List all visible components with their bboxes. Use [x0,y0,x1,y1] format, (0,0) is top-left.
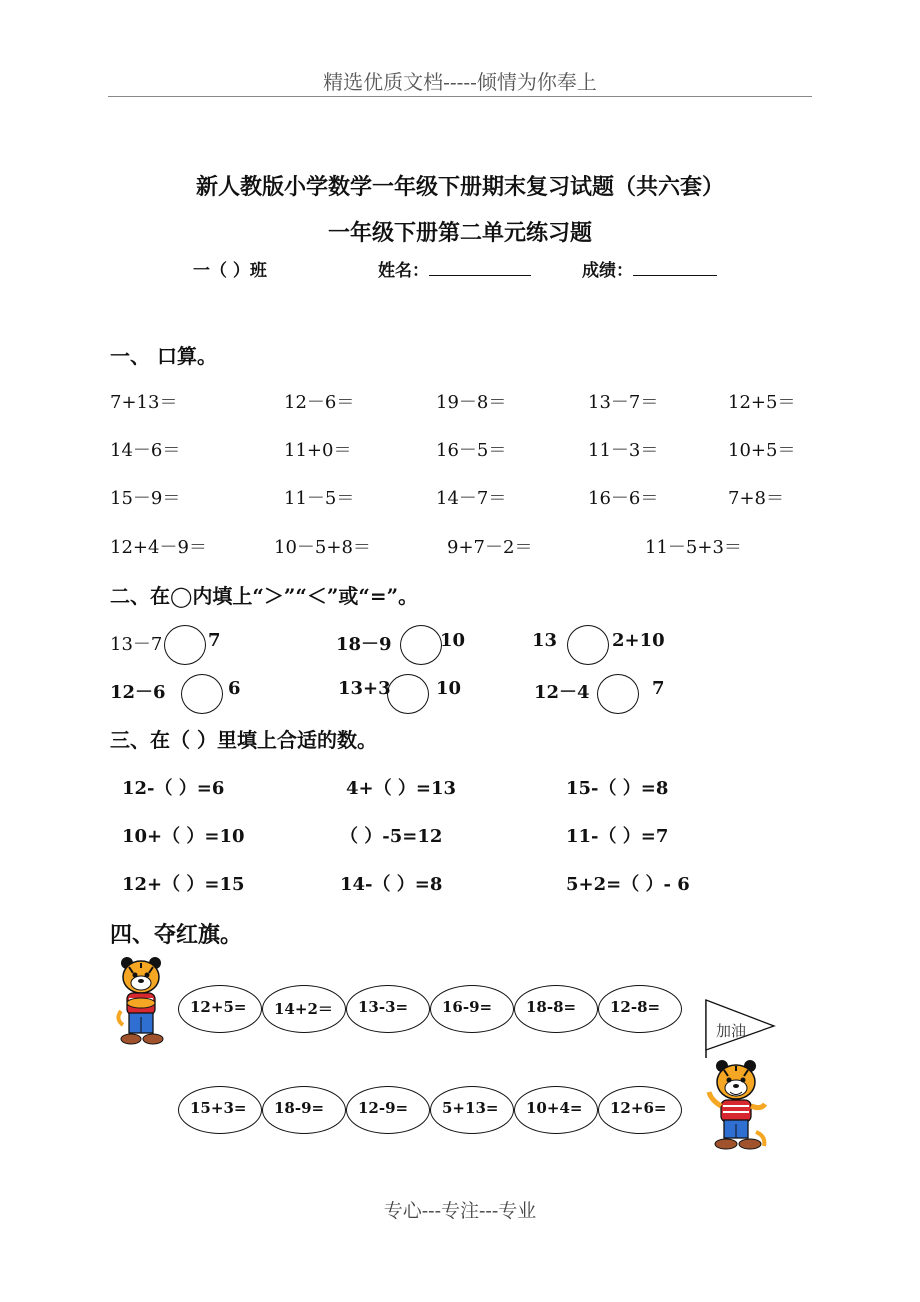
mental-math-problem: 12+4－9＝ [110,537,207,558]
compare-circle [597,674,639,714]
header-rule [108,96,812,97]
fill-in-problem: 5+2=（ ）- 6 [566,874,690,895]
mental-math-problem: 9+7－2＝ [447,537,533,558]
mental-math-problem: 11－5＝ [284,488,355,509]
oval-problem: 12+6= [610,1099,667,1117]
flag-text: 加油 [716,1022,747,1040]
compare-circle [400,625,442,665]
compare-right: 6 [228,678,241,699]
mental-math-problem: 13－7＝ [588,392,659,413]
oval-problem: 18-9= [274,1099,325,1117]
mental-math-problem: 19－8＝ [436,392,507,413]
oval-problem: 10+4= [526,1099,583,1117]
fill-in-problem: 15-（ ）=8 [566,778,669,799]
oval-problem: 18-8= [526,998,577,1016]
mental-math-problem: 16－6＝ [588,488,659,509]
oval-problem: 13-3= [358,998,409,1016]
mental-math-problem: 14－7＝ [436,488,507,509]
tiger-mascot-icon [706,1058,772,1152]
fill-in-problem: 10+（ ）=10 [122,826,245,847]
class-label: 一（ ）班 [193,261,267,281]
mental-math-problem: 11－5+3＝ [645,537,742,558]
fill-in-problem: 12-（ ）=6 [122,778,225,799]
fill-in-problem: 11-（ ）=7 [566,826,669,847]
compare-left: 13－7 [110,634,163,655]
compare-right: 10 [440,630,466,651]
oval-problem: 16-9= [442,998,493,1016]
document-subtitle: 一年级下册第二单元练习题 [327,220,592,246]
document-title: 新人教版小学数学一年级下册期末复习试题（共六套） [195,174,724,200]
compare-left: 12－4 [534,682,590,703]
mental-math-problem: 10－5+8＝ [274,537,371,558]
compare-left: 13+3 [338,678,391,699]
mental-math-problem: 16－5＝ [436,440,507,461]
fill-in-problem: （ ）-5=12 [340,826,443,847]
compare-circle [181,674,223,714]
mental-math-problem: 7+13＝ [110,392,178,413]
oval-problem: 14+2＝ [274,1000,333,1018]
fill-in-problem: 4+（ ）=13 [346,778,457,799]
score-label: 成绩： [582,261,633,281]
compare-left: 18－9 [336,634,392,655]
compare-right: 2+10 [612,630,665,651]
compare-right: 10 [436,678,462,699]
mental-math-problem: 15－9＝ [110,488,181,509]
score-blank [633,257,717,276]
fill-in-problem: 12+（ ）=15 [122,874,245,895]
oval-problem: 5+13= [442,1099,499,1117]
oval-problem: 12+5= [190,998,247,1016]
tiger-mascot-icon [115,955,169,1047]
mental-math-problem: 12－6＝ [284,392,355,413]
mental-math-problem: 12+5＝ [728,392,796,413]
compare-circle [164,625,206,665]
section3-heading: 三、在（ ）里填上合适的数。 [110,728,377,752]
oval-problem: 12-9= [358,1099,409,1117]
compare-left: 12－6 [110,682,166,703]
compare-left: 13 [532,630,558,651]
oval-problem: 15+3= [190,1099,247,1117]
oval-problem: 12-8= [610,998,661,1016]
compare-circle [567,625,609,665]
page-header: 精选优质文档-----倾情为你奉上 [323,70,597,94]
mental-math-problem: 10+5＝ [728,440,796,461]
compare-right: 7 [652,678,665,699]
mental-math-problem: 11－3＝ [588,440,659,461]
compare-circle [387,674,429,714]
mental-math-problem: 14－6＝ [110,440,181,461]
name-field [378,256,531,281]
name-blank [429,257,531,276]
score-field [582,256,717,281]
mental-math-problem: 11+0＝ [284,440,352,461]
section1-heading: 一、 口算。 [110,344,217,368]
page-footer: 专心---专注---专业 [383,1200,537,1222]
section2-heading: 二、在◯内填上“＞”“＜”或“=”。 [110,584,419,608]
mental-math-problem: 7+8＝ [728,488,784,509]
fill-in-problem: 14-（ ）=8 [340,874,443,895]
name-label: 姓名： [378,261,429,281]
section4-heading: 四、夺红旗。 [110,922,243,948]
compare-right: 7 [208,630,221,651]
